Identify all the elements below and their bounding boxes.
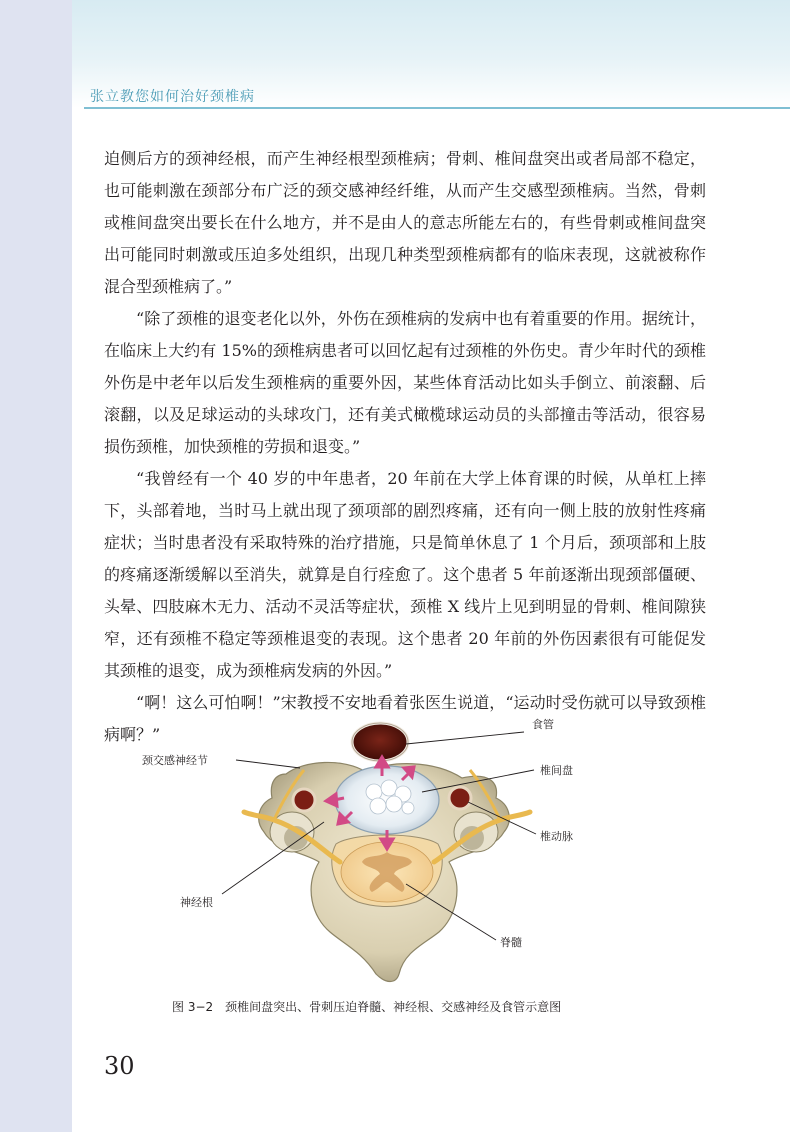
paragraph-2: “除了颈椎的退变老化以外，外伤在颈椎病的发病中也有着重要的作用。据统计，在临床上大约有 15%的颈椎病患者可以回忆起有过颈椎的外伤史。青少年时代的颈椎外伤是中老年以后发生颈椎病的重要外因，某些体育活动比如头手倒立、前滚翻、后滚翻，以及足球运动的头球攻门，还有美式橄榄球运动员的头部撞击等活动，很容易损伤颈椎，加快颈椎的劳损和退变。” — [104, 309, 706, 456]
running-head: 张立教您如何治好颈椎病 — [90, 89, 255, 105]
label-esophagus: 食管 — [532, 718, 554, 731]
paragraph-4: “啊！这么可怕啊！”宋教授不安地看着张医生说道，“运动时受伤就可以导致颈椎病啊？” — [104, 693, 706, 744]
page-number: 30 — [104, 1052, 135, 1080]
label-intervertebral-disc: 椎间盘 — [540, 764, 573, 777]
side-decor-band — [0, 0, 72, 1132]
paragraph-1: 迫侧后方的颈神经根，而产生神经根型颈椎病；骨刺、椎间盘突出或者局部不稳定，也可能刺激在颈部分布广泛的颈交感神经纤维，从而产生交感型颈椎病。当然，骨刺或椎间盘突出要长在什么地方，并不是由人的意志所能左右的，有些骨刺或椎间盘突出可能同时刺激或压迫多处组织，出现几种类型颈椎病都有的临床表现，这就被称作混合型颈椎病了。” — [104, 149, 706, 296]
header-rule — [84, 107, 790, 109]
label-vertebral-artery: 椎动脉 — [540, 830, 573, 843]
label-nerve-root: 神经根 — [180, 896, 213, 909]
left-vertebral-artery — [293, 789, 315, 811]
label-spinal-cord: 脊髓 — [500, 936, 522, 949]
right-vertebral-artery — [449, 787, 471, 809]
body-text — [104, 143, 706, 751]
label-sympathetic-ganglion: 颈交感神经节 — [142, 754, 208, 767]
vertebra-figure — [104, 712, 706, 992]
figure-caption: 图 3−2 颈椎间盘突出、骨刺压迫脊髓、神经根、交感神经及食管示意图 — [172, 1000, 562, 1014]
paragraph-3: “我曾经有一个 40 岁的中年患者，20 年前在大学上体育课的时候，从单杠上摔下，头部着地，当时马上就出现了颈项部的剧烈疼痛，还有向一侧上肢的放射性疼痛症状；当时患者没有采取特殊的治疗措施，只是简单休息了 1 个月后，颈项部和上肢的疼痛逐渐缓解以至消失，就算是自行痊愈了。这个患者 5 年前逐渐出现颈部僵硬、头晕、四肢麻木无力、活动不灵活等症状，颈椎 X 线片上见到明显的骨刺、椎间隙狭窄，还有颈椎不稳定等颈椎退变的表现。这个患者 20 年前的外伤因素很有可能促发其颈椎的退变，成为颈椎病发病的外因。” — [104, 469, 706, 680]
